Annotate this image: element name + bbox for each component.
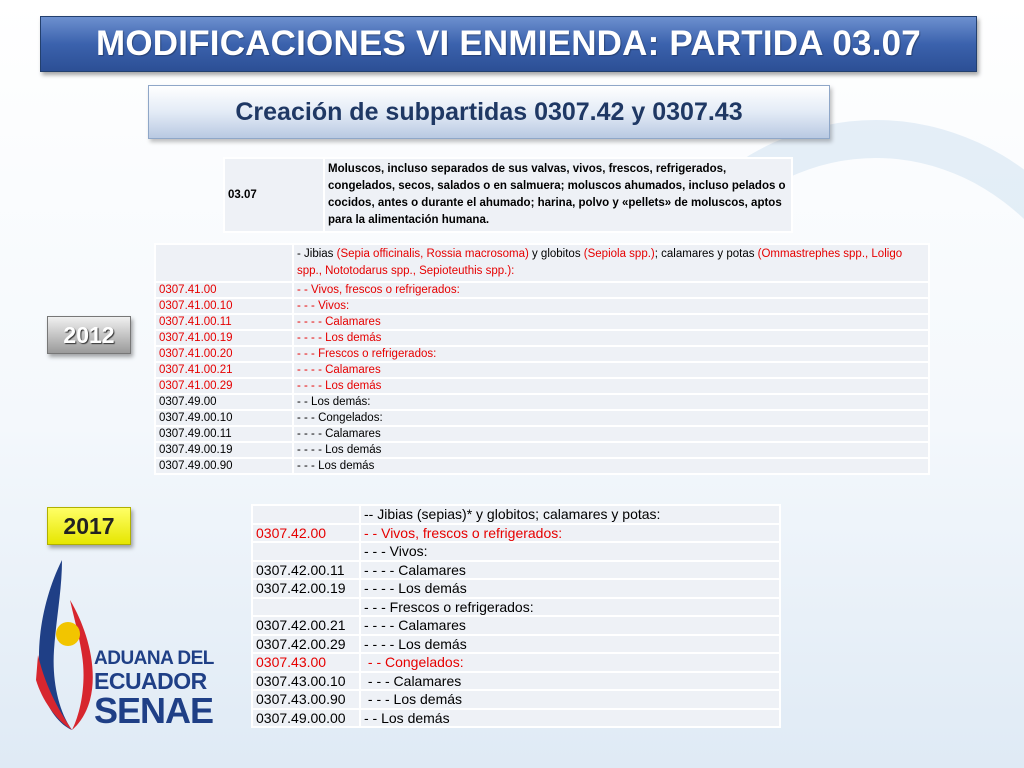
intro-species: (Ommastrephes spp., Loligo spp., Nototodarus spp., Sepioteuthis spp.): — [297, 248, 903, 277]
table-2017 — [251, 504, 781, 728]
intro-text: ; calamares y potas — [654, 248, 758, 260]
description-cell: - - - - Calamares — [293, 314, 929, 330]
description-cell: - - - Congelados: — [293, 410, 929, 426]
code-cell: 0307.49.00.10 — [155, 410, 293, 426]
table-row — [252, 653, 780, 672]
code-cell: 0307.42.00.11 — [252, 561, 360, 580]
table-row — [155, 314, 929, 330]
page-subtitle: Creación de subpartidas 0307.42 y 0307.43 — [235, 97, 743, 126]
code-cell: 0307.42.00.29 — [252, 635, 360, 654]
table-row — [155, 330, 929, 346]
description-cell: - - - - Calamares — [360, 561, 780, 580]
code-cell: 0307.49.00.11 — [155, 426, 293, 442]
table-row — [252, 524, 780, 543]
table-row — [155, 394, 929, 410]
description-cell: - - - - Calamares — [293, 426, 929, 442]
description-cell: - - Los demás — [360, 709, 780, 728]
description-cell: - - - Los demás — [293, 458, 929, 474]
intro-species: (Sepiola spp.) — [583, 248, 655, 260]
code-cell: 0307.49.00.19 — [155, 442, 293, 458]
subtitle-banner — [148, 85, 830, 139]
description-cell: - - - - Calamares — [360, 616, 780, 635]
table-row — [252, 690, 780, 709]
logo-line-1: ADUANA DEL — [94, 648, 214, 669]
code-cell: 0307.43.00.90 — [252, 690, 360, 709]
code-cell — [252, 505, 360, 524]
intro-text: - Jibias — [297, 248, 337, 260]
description-cell: - - - Frescos o refrigerados: — [293, 346, 929, 362]
code-cell: 0307.41.00.29 — [155, 378, 293, 394]
heading-code: 03.07 — [224, 158, 324, 232]
description-cell: - - - Vivos: — [360, 542, 780, 561]
description-cell: - - - Los demás — [360, 690, 780, 709]
table-row — [155, 282, 929, 298]
code-cell: 0307.41.00.21 — [155, 362, 293, 378]
logo-emblem-icon — [32, 560, 102, 735]
code-cell: 0307.41.00.19 — [155, 330, 293, 346]
code-cell: 0307.49.00 — [155, 394, 293, 410]
table-row — [252, 709, 780, 728]
code-cell: 0307.49.00.00 — [252, 709, 360, 728]
table-row — [155, 378, 929, 394]
heading-description: Moluscos, incluso separados de sus valvas, vivos, frescos, refrigerados, congelados, secos, salados o en salmuera; moluscos ahumados, incluso pelados o cocidos, antes o durante el ahumado; harina, polvo y «pellets» de moluscos, aptos para la alimentación humana. — [324, 158, 792, 232]
code-cell: 0307.42.00.19 — [252, 579, 360, 598]
code-cell — [155, 244, 293, 282]
table-row — [252, 598, 780, 617]
intro-text: y globitos — [528, 248, 584, 260]
table-row — [155, 244, 929, 282]
code-cell — [252, 598, 360, 617]
table-2012 — [154, 243, 930, 475]
description-cell: - - - - Los demás — [360, 635, 780, 654]
description-cell: - - Los demás: — [293, 394, 929, 410]
description-cell: -- Jibias (sepias)* y globitos; calamares y potas: — [360, 505, 780, 524]
description-cell: - - - - Calamares — [293, 362, 929, 378]
year-badge-2017: 2017 — [47, 507, 131, 545]
code-cell: 0307.43.00 — [252, 653, 360, 672]
senae-logo — [32, 560, 232, 735]
table-row — [252, 635, 780, 654]
table-row — [224, 158, 792, 232]
code-cell — [252, 542, 360, 561]
code-cell: 0307.49.00.90 — [155, 458, 293, 474]
description-cell: - - - - Los demás — [293, 378, 929, 394]
intro-cell — [293, 244, 929, 282]
code-cell: 0307.41.00.20 — [155, 346, 293, 362]
title-banner — [40, 16, 977, 72]
table-row — [155, 442, 929, 458]
description-cell: - - - Vivos: — [293, 298, 929, 314]
table-row — [155, 346, 929, 362]
table-row — [155, 298, 929, 314]
description-cell: - - - - Los demás — [293, 330, 929, 346]
logo-line-3: SENAE — [94, 690, 214, 731]
code-cell: 0307.41.00.11 — [155, 314, 293, 330]
year-badge-2012: 2012 — [47, 316, 131, 354]
logo-line-2: ECUADOR — [94, 668, 207, 694]
table-row — [252, 505, 780, 524]
table-row — [252, 672, 780, 691]
table-row — [155, 362, 929, 378]
table-row — [155, 410, 929, 426]
code-cell: 0307.43.00.10 — [252, 672, 360, 691]
table-row — [155, 426, 929, 442]
description-cell: - - - - Los demás — [360, 579, 780, 598]
description-cell: - - - Calamares — [360, 672, 780, 691]
table-row — [252, 542, 780, 561]
table-row — [252, 616, 780, 635]
heading-table — [223, 157, 793, 233]
code-cell: 0307.42.00.21 — [252, 616, 360, 635]
page-title: MODIFICACIONES VI ENMIENDA: PARTIDA 03.07 — [96, 24, 921, 63]
code-cell: 0307.41.00.10 — [155, 298, 293, 314]
code-cell: 0307.41.00 — [155, 282, 293, 298]
code-cell: 0307.42.00 — [252, 524, 360, 543]
intro-species: (Sepia officinalis, Rossia macrosoma) — [336, 248, 529, 260]
description-cell: - - - - Los demás — [293, 442, 929, 458]
description-cell: - - Congelados: — [360, 653, 780, 672]
description-cell: - - - Frescos o refrigerados: — [360, 598, 780, 617]
description-cell: - - Vivos, frescos o refrigerados: — [360, 524, 780, 543]
table-row — [252, 579, 780, 598]
table-row — [252, 561, 780, 580]
description-cell: - - Vivos, frescos o refrigerados: — [293, 282, 929, 298]
table-row — [155, 458, 929, 474]
